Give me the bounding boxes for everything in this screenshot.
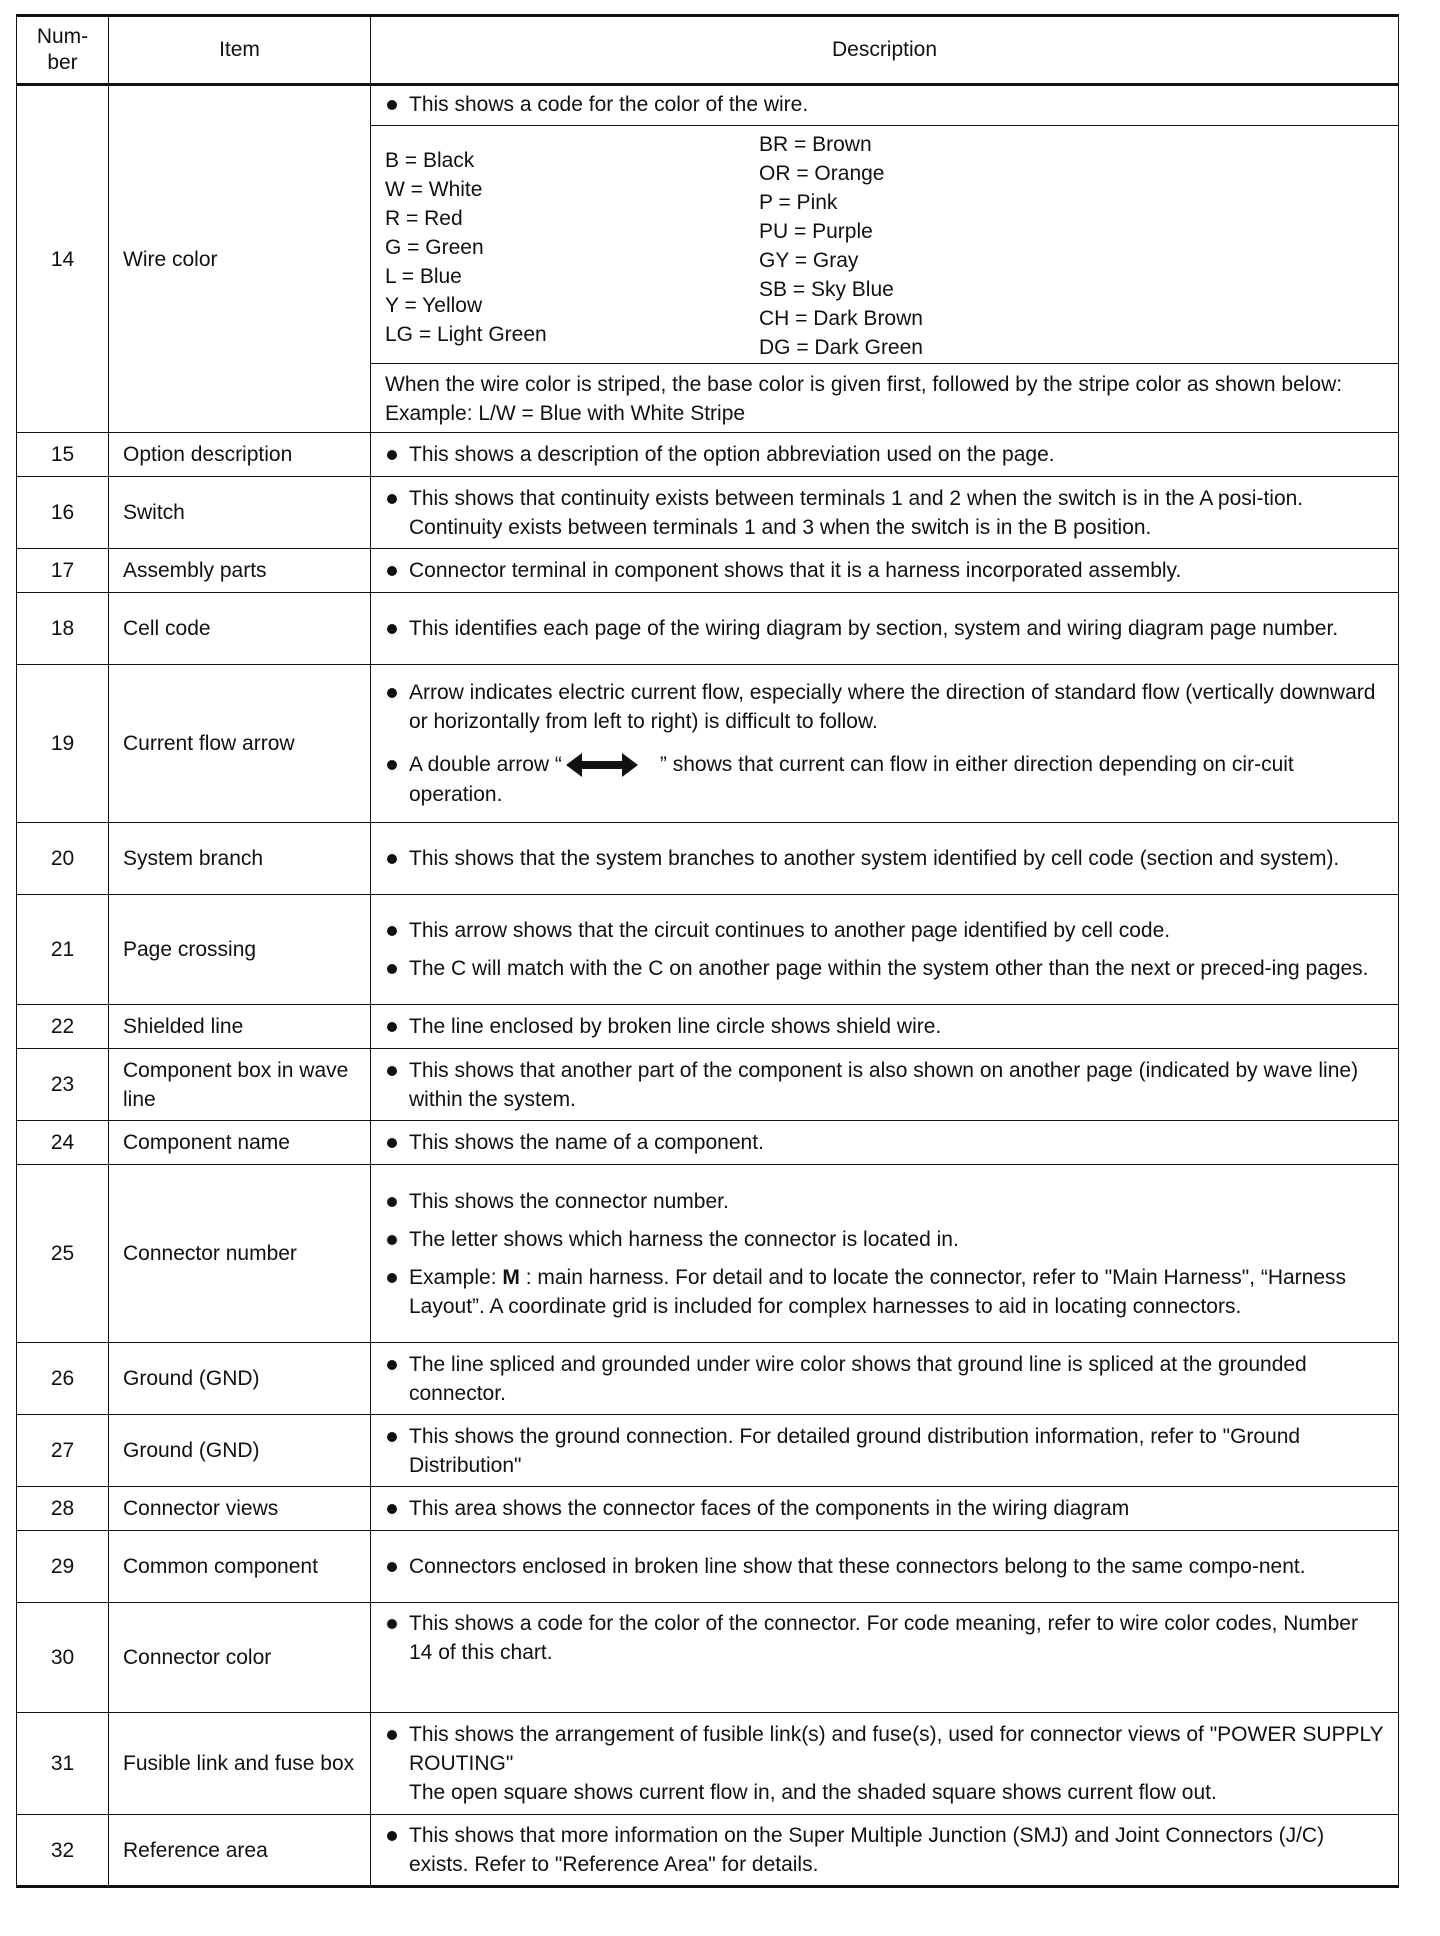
bullet-icon xyxy=(385,1552,409,1581)
bullet-icon xyxy=(385,1012,409,1041)
row-description xyxy=(371,433,1399,477)
row-number: 29 xyxy=(17,1531,109,1603)
table-row xyxy=(17,1713,1399,1815)
row-description xyxy=(371,1713,1399,1815)
row-number: 27 xyxy=(17,1415,109,1487)
row-item: Ground (GND) xyxy=(109,1343,371,1415)
table-row xyxy=(17,665,1399,823)
row-number: 28 xyxy=(17,1487,109,1531)
description-text: The letter shows which harness the connector is located in. xyxy=(409,1227,959,1251)
table-row xyxy=(17,593,1399,665)
bullet-icon xyxy=(385,1225,409,1254)
table-row xyxy=(17,1121,1399,1165)
bullet-icon xyxy=(385,1609,409,1638)
color-code: P = Pink xyxy=(759,191,838,214)
table-row xyxy=(17,85,1399,433)
row-item: Connector number xyxy=(109,1165,371,1343)
row-description xyxy=(371,1603,1399,1713)
row-item: Connector color xyxy=(109,1603,371,1713)
table-row xyxy=(17,1165,1399,1343)
row-number: 20 xyxy=(17,823,109,895)
description-text: This shows the name of a component. xyxy=(409,1131,764,1154)
row-item: Assembly parts xyxy=(109,549,371,593)
row-item: Ground (GND) xyxy=(109,1415,371,1487)
bullet-icon xyxy=(385,1056,409,1085)
reference-table-container xyxy=(16,14,1398,1888)
table-row xyxy=(17,823,1399,895)
description-text: The line spliced and grounded under wire color shows that ground line is spliced at the grounded connector. xyxy=(409,1352,1307,1405)
description-text: This shows the connector number. xyxy=(409,1189,729,1213)
bullet-icon xyxy=(385,916,409,945)
description-text: This shows that more information on the Super Multiple Junction (SMJ) and Joint Connectors (J/C) exists. Refer to "Reference Area" for details. xyxy=(409,1824,1325,1876)
bullet-icon xyxy=(385,1720,409,1749)
table-row xyxy=(17,895,1399,1005)
bullet-icon xyxy=(385,484,409,513)
color-code: PU = Purple xyxy=(759,220,873,243)
row-item: Connector views xyxy=(109,1487,371,1531)
table-row xyxy=(17,1815,1399,1887)
color-code: R = Red xyxy=(385,207,463,230)
row-number: 19 xyxy=(17,665,109,823)
row-number: 32 xyxy=(17,1815,109,1887)
table-row xyxy=(17,1603,1399,1713)
table-row xyxy=(17,477,1399,549)
description-line: This shows the arrangement of fusible link(s) and fuse(s), used for connector views of "POWER SUPPLY ROUTING" xyxy=(409,1723,1384,1775)
bullet-icon xyxy=(385,678,409,707)
description-text xyxy=(409,750,1384,809)
description-text: This shows that the system branches to another system identified by cell code (section and system). xyxy=(409,847,1340,870)
bullet-icon xyxy=(385,1422,409,1451)
bullet-icon xyxy=(385,954,409,983)
row-description xyxy=(371,549,1399,593)
bullet-icon xyxy=(385,1263,409,1292)
color-code: BR = Brown xyxy=(759,133,872,156)
header-description: Description xyxy=(371,16,1399,85)
row-number: 30 xyxy=(17,1603,109,1713)
row-description xyxy=(371,1049,1399,1121)
row-number: 23 xyxy=(17,1049,109,1121)
description-text: This shows a code for the color of the connector. For code meaning, refer to wire color codes, Number 14 of this chart. xyxy=(409,1612,1358,1664)
bullet-icon xyxy=(385,844,409,873)
bullet-icon xyxy=(385,1821,409,1850)
description-text: This shows a description of the option abbreviation used on the page. xyxy=(409,443,1055,466)
row-description xyxy=(371,1531,1399,1603)
color-code-list xyxy=(371,125,1398,363)
row-description xyxy=(371,1487,1399,1531)
row-number: 26 xyxy=(17,1343,109,1415)
color-code: B = Black xyxy=(385,149,475,172)
double-arrow-pre: A double arrow “ xyxy=(409,752,562,776)
color-code: CH = Dark Brown xyxy=(759,307,923,330)
row-item: System branch xyxy=(109,823,371,895)
table-row xyxy=(17,1005,1399,1049)
row-description xyxy=(371,895,1399,1005)
row-item: Component box in wave line xyxy=(109,1049,371,1121)
description-text: This area shows the connector faces of the components in the wiring diagram xyxy=(409,1497,1130,1520)
color-code: GY = Gray xyxy=(759,249,859,272)
description-text: Connector terminal in component shows that it is a harness incorporated assembly. xyxy=(409,559,1182,582)
color-codes-right xyxy=(759,130,1384,357)
row-number: 18 xyxy=(17,593,109,665)
row-number: 21 xyxy=(17,895,109,1005)
row-item: Fusible link and fuse box xyxy=(109,1713,371,1815)
description-text: Connectors enclosed in broken line show that these connectors belong to the same compo-nent. xyxy=(409,1555,1306,1578)
color-code: W = White xyxy=(385,178,483,201)
description-text: This shows that continuity exists between terminals 1 and 2 when the switch is in the A posi-tion. Continuity exists between terminals 1 and 3 when the switch is in the B position. xyxy=(409,486,1304,539)
bullet-icon xyxy=(385,1187,409,1216)
header-number: Num- ber xyxy=(17,16,109,85)
striped-note-text: When the wire color is striped, the base color is given first, followed by the stripe color as shown below: xyxy=(385,373,1343,396)
row-item: Cell code xyxy=(109,593,371,665)
table-row xyxy=(17,433,1399,477)
example-text: : main harness. For detail and to locate the connector, refer to "Main Harness", “Harness Layout”. A coordinate grid is included for complex harnesses to aid in locating connectors. xyxy=(409,1265,1347,1318)
row-description xyxy=(371,477,1399,549)
row-number: 14 xyxy=(17,85,109,433)
row-description xyxy=(371,1815,1399,1887)
row-item: Reference area xyxy=(109,1815,371,1887)
table-row xyxy=(17,549,1399,593)
row-item: Current flow arrow xyxy=(109,665,371,823)
description-text: Arrow indicates electric current flow, especially where the direction of standard flow (vertically downward or horizontally from left to right) is difficult to follow. xyxy=(409,680,1376,733)
description-text: This shows that another part of the component is also shown on another page (indicated by wave line) within the system. xyxy=(409,1058,1359,1111)
bullet-icon xyxy=(385,1350,409,1379)
row-item: Common component xyxy=(109,1531,371,1603)
row-description xyxy=(371,1121,1399,1165)
table-header-row xyxy=(17,16,1399,85)
row-number: 17 xyxy=(17,549,109,593)
row-description xyxy=(371,1165,1399,1343)
row-number: 16 xyxy=(17,477,109,549)
striped-example-text: Example: L/W = Blue with White Stripe xyxy=(385,402,746,425)
table-row xyxy=(17,1415,1399,1487)
row-number: 25 xyxy=(17,1165,109,1343)
row-item: Switch xyxy=(109,477,371,549)
row-number: 31 xyxy=(17,1713,109,1815)
color-code: SB = Sky Blue xyxy=(759,278,894,301)
double-arrow-icon xyxy=(566,750,638,780)
description-text: This shows a code for the color of the wire. xyxy=(409,93,809,116)
bullet-icon xyxy=(385,750,409,779)
row-item: Component name xyxy=(109,1121,371,1165)
row-description xyxy=(371,1005,1399,1049)
color-code: Y = Yellow xyxy=(385,294,483,317)
harness-letter: M xyxy=(502,1265,520,1289)
row-description xyxy=(371,823,1399,895)
row-description xyxy=(371,85,1399,433)
example-label: Example: xyxy=(409,1265,503,1289)
header-item: Item xyxy=(109,16,371,85)
description-text xyxy=(409,1720,1384,1807)
color-codes-left xyxy=(385,130,759,357)
color-code: G = Green xyxy=(385,236,484,259)
row-description xyxy=(371,1343,1399,1415)
color-code: OR = Orange xyxy=(759,162,885,185)
description-text: This arrow shows that the circuit continues to another page identified by cell code. xyxy=(409,919,1171,942)
row-description xyxy=(371,665,1399,823)
bullet-icon xyxy=(385,1494,409,1523)
row-description xyxy=(371,593,1399,665)
wiring-legend-table xyxy=(16,14,1399,1888)
bullet-icon xyxy=(385,90,409,119)
color-code: LG = Light Green xyxy=(385,323,547,346)
table-row xyxy=(17,1049,1399,1121)
description-text: The line enclosed by broken line circle shows shield wire. xyxy=(409,1015,942,1038)
row-item: Option description xyxy=(109,433,371,477)
table-row xyxy=(17,1531,1399,1603)
row-number: 15 xyxy=(17,433,109,477)
color-code: L = Blue xyxy=(385,265,462,288)
bullet-icon xyxy=(385,440,409,469)
table-row xyxy=(17,1343,1399,1415)
description-text: This shows the ground connection. For detailed ground distribution information, refer to "Ground Distribution" xyxy=(409,1424,1301,1477)
color-code: DG = Dark Green xyxy=(759,336,923,359)
double-arrow-post: ” shows that current can flow in either direction depending on cir-cuit operation. xyxy=(409,752,1294,807)
row-item: Wire color xyxy=(109,85,371,433)
description-text: This identifies each page of the wiring diagram by section, system and wiring diagram page number. xyxy=(409,617,1339,640)
striped-note xyxy=(371,363,1398,432)
description-line: The open square shows current flow in, and the shaded square shows current flow out. xyxy=(409,1781,1217,1804)
description-text: The C will match with the C on another page within the system other than the next or preced-ing pages. xyxy=(409,957,1369,980)
row-number: 24 xyxy=(17,1121,109,1165)
row-item: Page crossing xyxy=(109,895,371,1005)
table-row xyxy=(17,1487,1399,1531)
row-item: Shielded line xyxy=(109,1005,371,1049)
description-text xyxy=(409,1263,1384,1321)
row-number: 22 xyxy=(17,1005,109,1049)
bullet-icon xyxy=(385,556,409,585)
bullet-icon xyxy=(385,614,409,643)
row-description xyxy=(371,1415,1399,1487)
bullet-icon xyxy=(385,1128,409,1157)
